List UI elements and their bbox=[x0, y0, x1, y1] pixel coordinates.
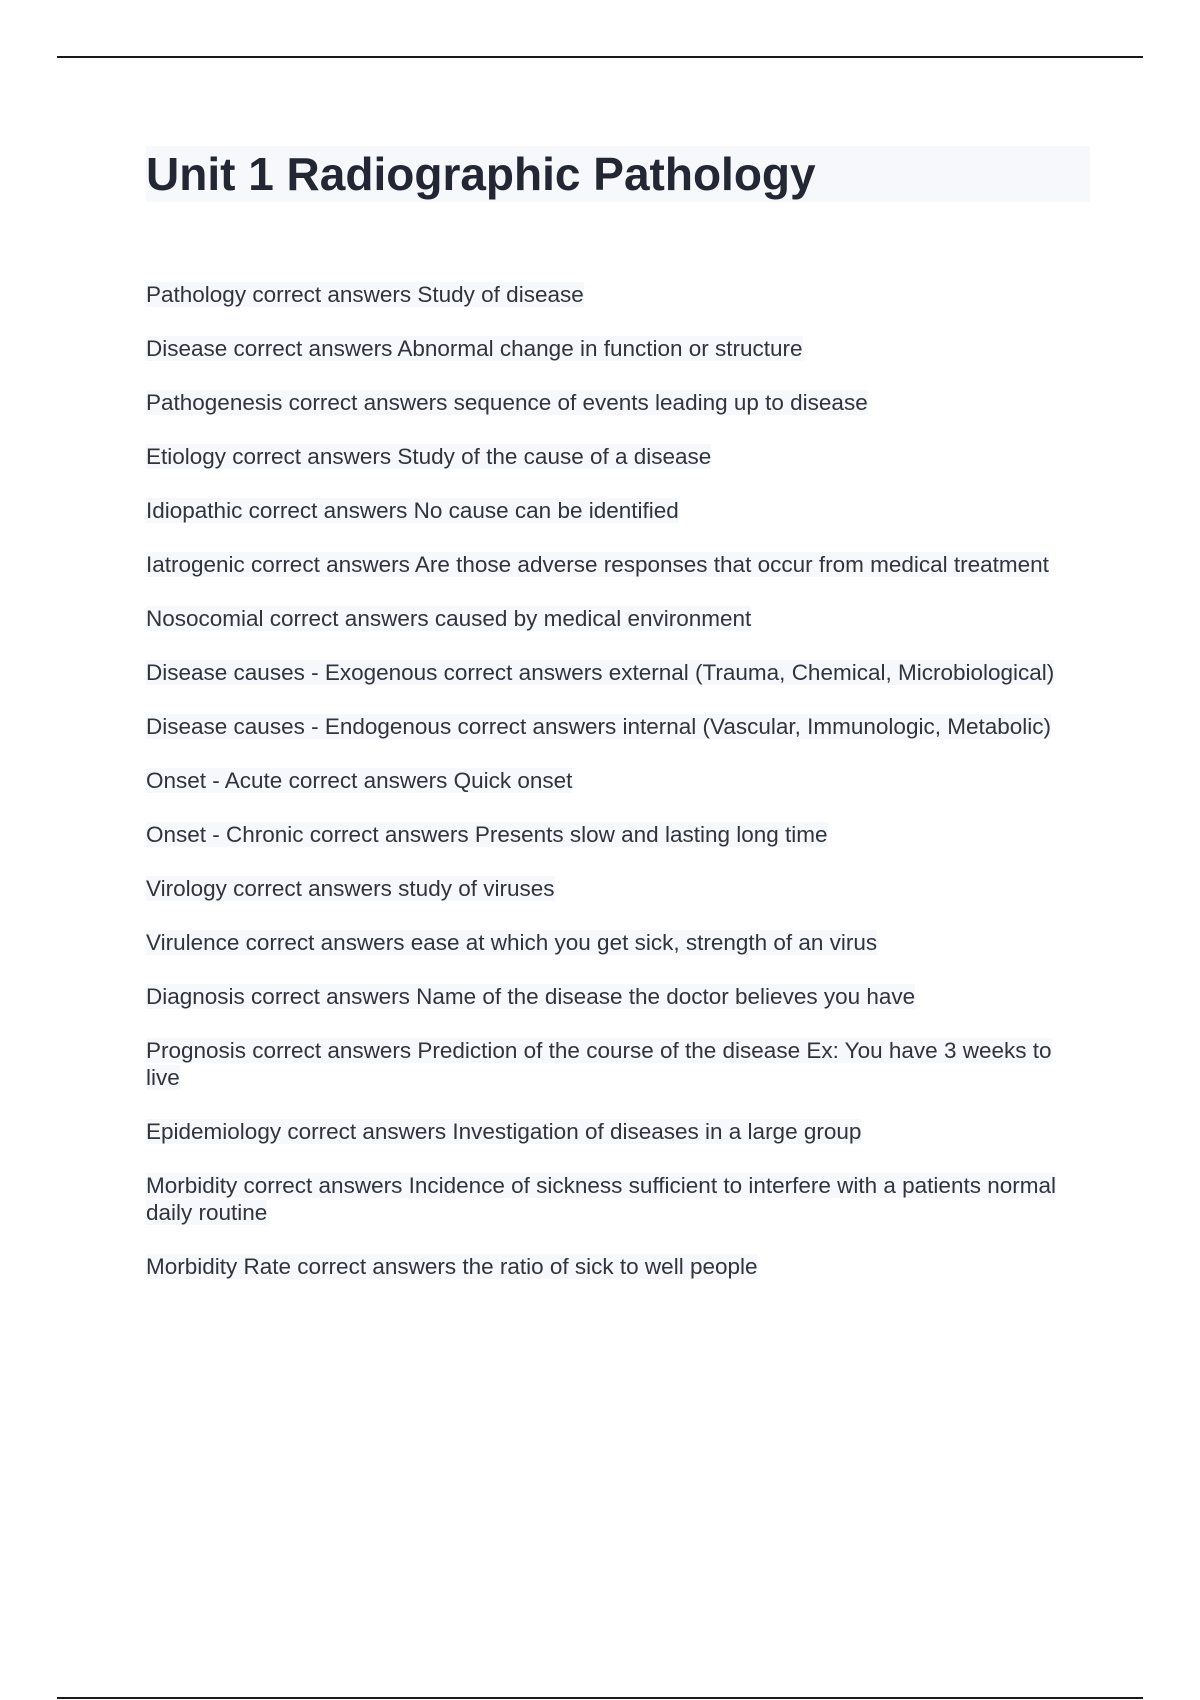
list-item: Disease correct answers Abnormal change in function or structure bbox=[146, 336, 803, 361]
list-item: Pathology correct answers Study of disease bbox=[146, 282, 584, 307]
list-item: Onset - Acute correct answers Quick onset bbox=[146, 768, 573, 793]
list-item: Virulence correct answers ease at which you get sick, strength of an virus bbox=[146, 930, 878, 955]
list-item: Disease causes - Endogenous correct answers internal (Vascular, Immunologic, Metabolic) bbox=[146, 714, 1051, 739]
list-item: Idiopathic correct answers No cause can be identified bbox=[146, 498, 679, 523]
entry-list bbox=[146, 281, 1076, 1307]
list-item: Nosocomial correct answers caused by medical environment bbox=[146, 606, 752, 631]
list-item: Morbidity Rate correct answers the ratio of sick to well people bbox=[146, 1254, 758, 1279]
top-rule bbox=[57, 56, 1143, 58]
page-title: Unit 1 Radiographic Pathology bbox=[146, 148, 816, 200]
list-item: Pathogenesis correct answers sequence of events leading up to disease bbox=[146, 390, 868, 415]
list-item: Disease causes - Exogenous correct answers external (Trauma, Chemical, Microbiological) bbox=[146, 660, 1055, 685]
list-item: Diagnosis correct answers Name of the disease the doctor believes you have bbox=[146, 984, 916, 1009]
list-item: Morbidity correct answers Incidence of sickness sufficient to interfere with a patients normal daily routine bbox=[146, 1173, 1056, 1225]
title-block bbox=[146, 146, 1090, 202]
bottom-rule bbox=[57, 1697, 1143, 1699]
list-item: Prognosis correct answers Prediction of the course of the disease Ex: You have 3 weeks to live bbox=[146, 1038, 1052, 1090]
list-item: Onset - Chronic correct answers Presents slow and lasting long time bbox=[146, 822, 828, 847]
list-item: Virology correct answers study of viruses bbox=[146, 876, 555, 901]
list-item: Etiology correct answers Study of the cause of a disease bbox=[146, 444, 712, 469]
list-item: Iatrogenic correct answers Are those adverse responses that occur from medical treatment bbox=[146, 552, 1049, 577]
list-item: Epidemiology correct answers Investigation of diseases in a large group bbox=[146, 1119, 862, 1144]
